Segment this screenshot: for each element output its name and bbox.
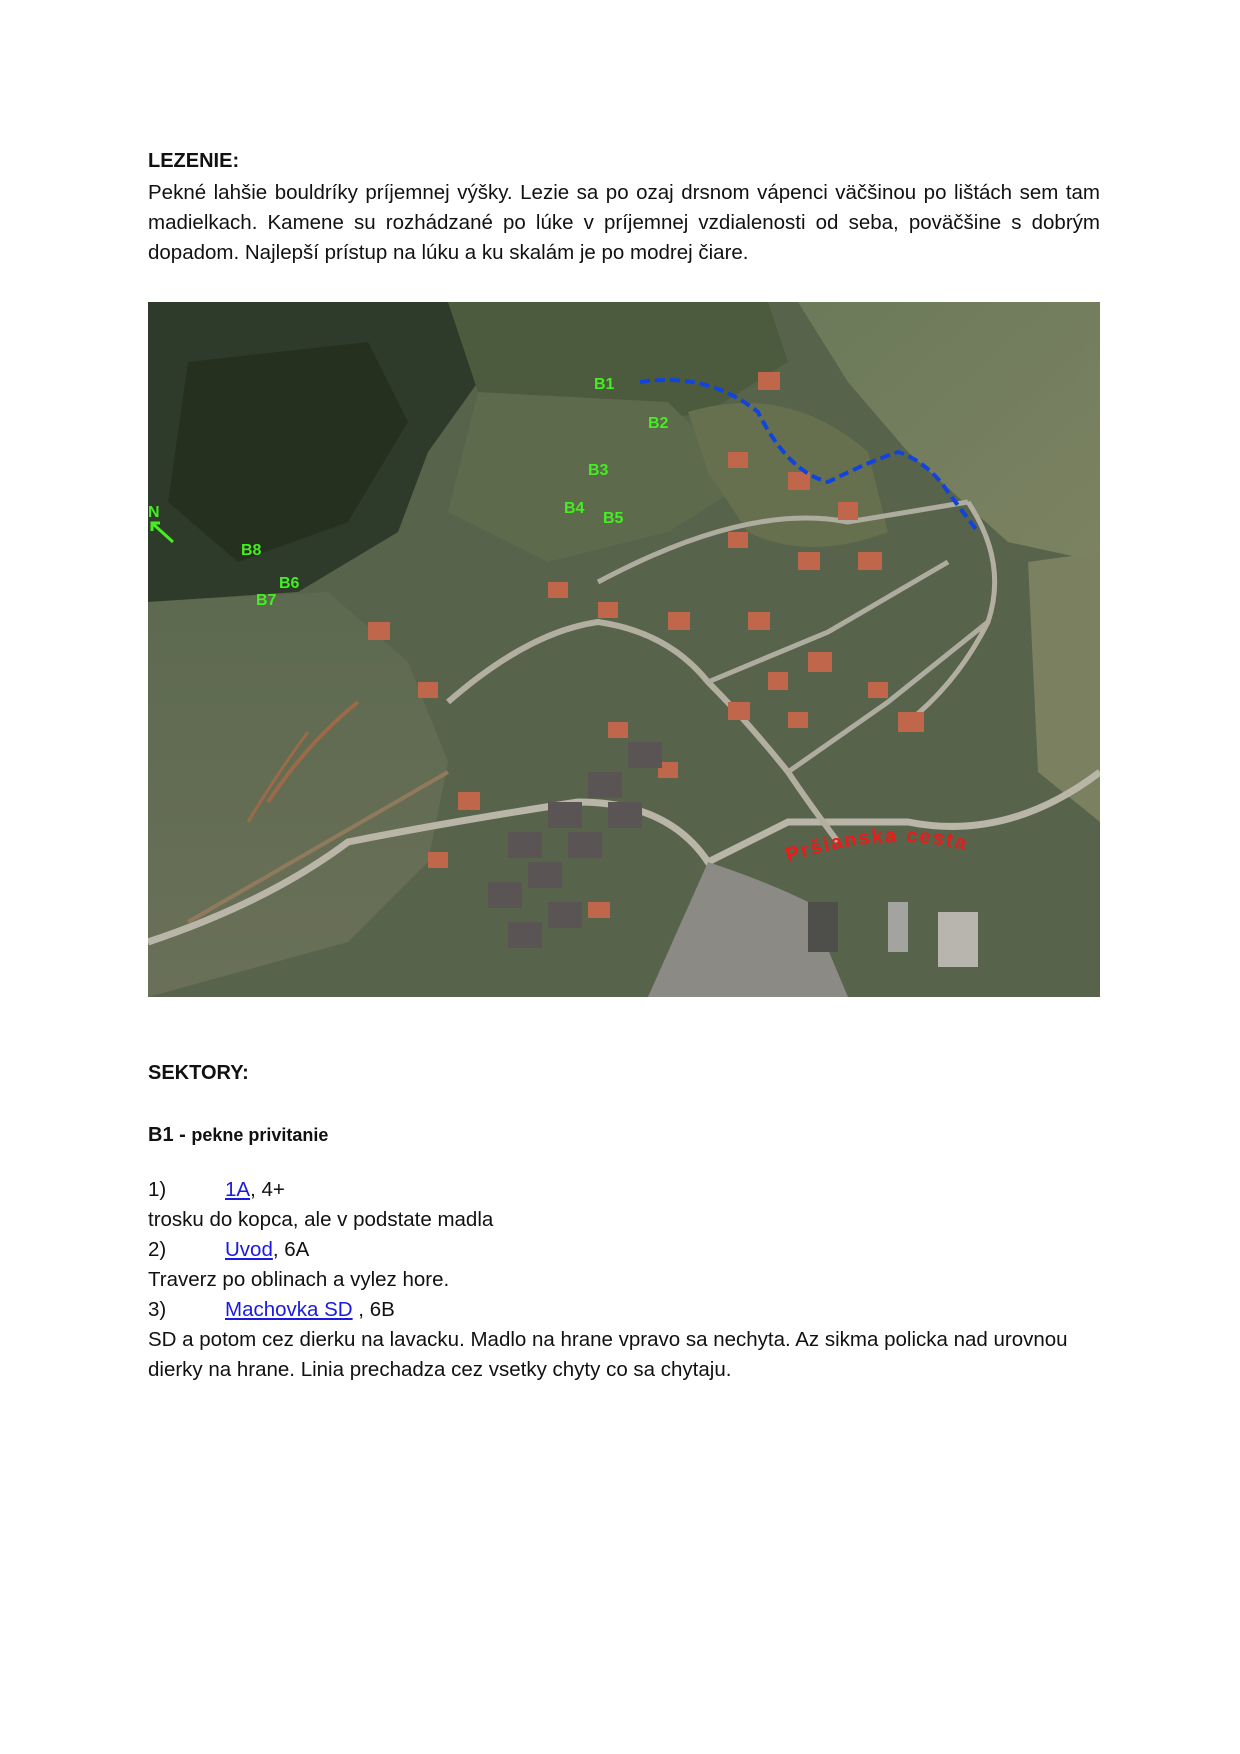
sectors-heading: SEKTORY: xyxy=(148,1062,249,1084)
route-number: 1) xyxy=(148,1178,167,1201)
route-link[interactable]: Uvod xyxy=(225,1238,273,1261)
boulder-label-b1: B1 xyxy=(594,376,615,393)
route-description: trosku do kopca, ale v podstate madla xyxy=(148,1208,494,1231)
sector-title xyxy=(148,1124,328,1147)
route-grade: , 6B xyxy=(352,1298,395,1321)
north-label: N xyxy=(148,504,160,521)
route-number: 3) xyxy=(148,1298,167,1321)
route-link[interactable]: Machovka SD xyxy=(225,1298,353,1321)
route-link[interactable]: 1A xyxy=(225,1178,251,1201)
boulder-label-b8: B8 xyxy=(241,542,262,559)
route-row xyxy=(148,1175,1100,1205)
boulder-label-b4: B4 xyxy=(564,500,585,517)
satellite-map xyxy=(148,302,1100,997)
route-description: SD a potom cez dierku na lavacku. Madlo na hrane vpravo sa nechyta. Az sikma policka nad urovnou dierky na hrane. Linia prechadza cez vsetky chyty co sa chytaju. xyxy=(148,1328,1068,1381)
sector-code: B1 - xyxy=(148,1124,192,1146)
climbing-heading: LEZENIE: xyxy=(148,150,240,172)
route-row xyxy=(148,1235,1100,1265)
route-row xyxy=(148,1295,1100,1325)
route-grade: , 6A xyxy=(272,1238,310,1261)
route-number: 2) xyxy=(148,1238,167,1261)
boulder-label-b7: B7 xyxy=(256,592,277,609)
boulder-label-b3: B3 xyxy=(588,462,609,479)
climbing-paragraph xyxy=(148,178,1100,268)
boulder-label-b2: B2 xyxy=(648,415,669,432)
boulder-label-b5: B5 xyxy=(603,510,624,527)
sector-name: pekne privitanie xyxy=(191,1125,329,1145)
climbing-description: Pekné lahšie bouldríky príjemnej výšky. Lezie sa po ozaj drsnom vápenci väčšinou po lištách sem tam madielkach. Kamene su rozhádzané po lúke v príjemnej vzdialenosti od seba, poväčšine s dobrým dopadom. Najlepší prístup na lúku a ku skalám je po modrej čiare. xyxy=(148,181,1100,264)
route-list xyxy=(148,1175,1100,1385)
route-description: Traverz po oblinach a vylez hore. xyxy=(148,1268,450,1291)
road-label: Pršianska cesta xyxy=(783,824,971,867)
route-grade: , 4+ xyxy=(250,1178,285,1201)
boulder-label-b6: B6 xyxy=(279,575,300,592)
